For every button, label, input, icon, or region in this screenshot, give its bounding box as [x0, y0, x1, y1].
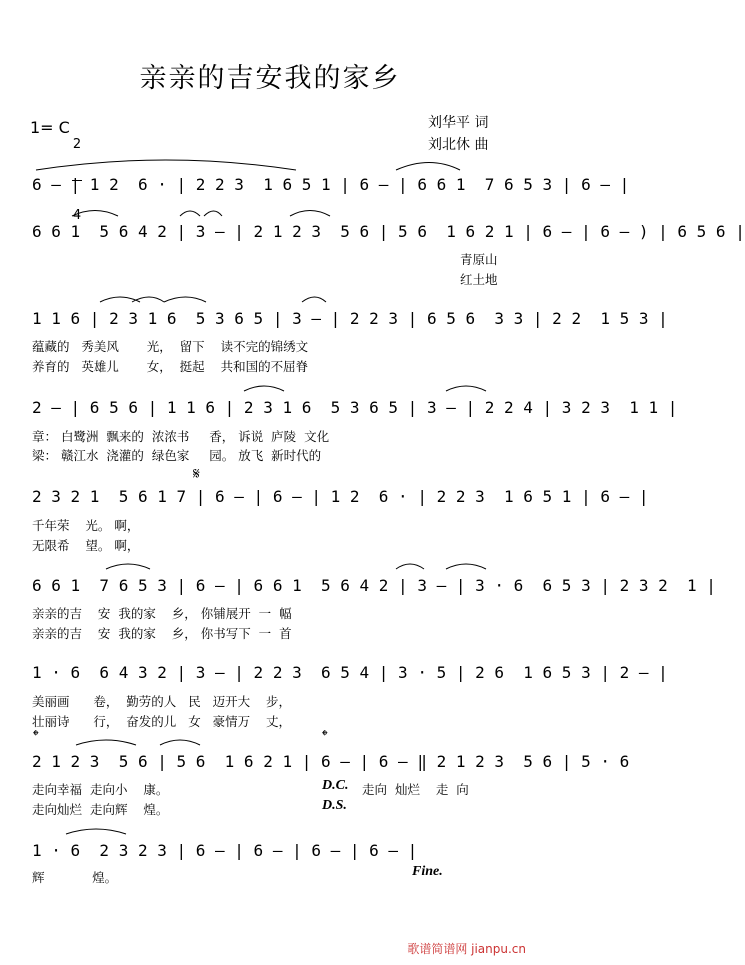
slur-3: [180, 211, 200, 216]
slur-6: [100, 297, 140, 302]
dc-mark: D.C.: [322, 778, 349, 793]
slur-7: [132, 297, 164, 302]
lyric-line-6b: 壮丽诗 行， 奋发的儿 女 豪情万 丈，: [32, 714, 292, 729]
notation-line-2: 6 6 1 5 6 4 2 | 3 – | 2 1 2 3 5 6 | 5 6 1 6 2 1 | 6 – | 6 – ) | 6 5 6 |: [32, 222, 745, 241]
slur-13: [396, 564, 424, 569]
time-bottom: 4: [72, 208, 82, 223]
slur-4: [204, 211, 222, 216]
slur-10: [244, 386, 284, 391]
slur-15: [76, 740, 136, 745]
slur-17: [66, 829, 126, 834]
notation-line-4: 2 – | 6 5 6 | 1 1 6 | 2 3 1 6 5 3 6 5 | 3 – | 2 2 4 | 3 2 3 1 1 |: [32, 398, 678, 417]
lyric-line-1b: 红土地: [460, 272, 498, 287]
notation-line-1: 6 – | 1 2 6 · | 2 2 3 1 6 5 1 | 6 – | 6 6 1 7 6 5 3 | 6 – |: [32, 175, 630, 194]
key-signature: 1= C: [30, 118, 70, 137]
slur-11: [446, 386, 486, 391]
segno-mark: 𝄋: [193, 464, 200, 483]
composer-credit: 刘北休 曲: [428, 137, 489, 153]
coda-mark-1: 𝄌: [33, 726, 39, 745]
lyric-after-dc: 走向 灿烂 走 向: [362, 782, 469, 797]
coda-mark-2: 𝄌: [322, 726, 328, 745]
lyric-line-4b: 无限希 望。 啊，: [32, 538, 140, 553]
slur-5: [290, 211, 330, 217]
time-top: 2: [72, 137, 82, 152]
page-title: 亲亲的吉安我的家乡: [139, 63, 401, 94]
slur-1: [396, 163, 460, 171]
slur-8: [164, 297, 206, 302]
slur-14: [446, 564, 486, 569]
lyric-line-1a: 青原山: [460, 252, 498, 267]
lyric-line-6a: 美丽画 卷， 勤劳的人 民 迈开大 步，: [32, 694, 292, 709]
notation-line-3: 1 1 6 | 2 3 1 6 5 3 6 5 | 3 – | 2 2 3 | 6 5 6 3 3 | 2 2 1 5 3 |: [32, 309, 668, 328]
watermark: 歌谱简谱网 jianpu.cn: [407, 942, 526, 956]
slur-9: [302, 297, 326, 302]
ds-mark: D.S.: [322, 798, 347, 813]
lyric-line-8: 辉 煌。: [32, 870, 118, 885]
lyric-line-5b: 亲亲的吉 安 我的家 乡， 你书写下 一 首: [32, 626, 292, 641]
lyric-line-7b: 走向灿烂 走向辉 煌。: [32, 802, 169, 817]
slur-12: [106, 564, 150, 569]
notation-line-9: 1 · 6 2 3 2 3 | 6 – | 6 – | 6 – | 6 – |: [32, 841, 418, 860]
lyric-line-2b: 养育的 英雄儿 女， 挺起 共和国的不屈脊: [32, 359, 309, 374]
lyric-line-3b: 梁： 赣江水 浇灌的 绿色家 园。 放飞 新时代的: [32, 448, 322, 463]
notation-line-8: 2 1 2 3 5 6 | 5 6 1 6 2 1 | 6 – | 6 – ‖ 2 1 2 3 5 6 | 5 · 6: [32, 752, 630, 771]
notation-line-7: 1 · 6 6 4 3 2 | 3 – | 2 2 3 6 5 4 | 3 · 5 | 2 6 1 6 5 3 | 2 – |: [32, 663, 668, 682]
slur-16: [160, 740, 200, 745]
time-signature: [72, 110, 82, 237]
lyric-line-7a: 走向幸福 走向小 康。: [32, 782, 169, 797]
notation-line-5: 2 3 2 1 5 6 1 7 | 6 – | 6 – | 1 2 6 · | 2 2 3 1 6 5 1 | 6 – |: [32, 487, 649, 506]
fine-mark: Fine.: [412, 864, 443, 879]
lyric-line-3a: 章： 白鹭洲 飘来的 浓浓书 香， 诉说 庐陵 文化: [32, 429, 330, 444]
notation-line-6: 6 6 1 7 6 5 3 | 6 – | 6 6 1 5 6 4 2 | 3 – | 3 · 6 6 5 3 | 2 3 2 1 |: [32, 576, 716, 595]
lyricist-credit: 刘华平 词: [428, 115, 489, 131]
lyric-line-4a: 千年荣 光。 啊，: [32, 518, 140, 533]
lyric-line-5a: 亲亲的吉 安 我的家 乡， 你铺展开 一 幅: [32, 606, 292, 621]
lyric-line-2a: 蕴藏的 秀美风 光， 留下 读不完的锦绣文: [32, 339, 309, 354]
